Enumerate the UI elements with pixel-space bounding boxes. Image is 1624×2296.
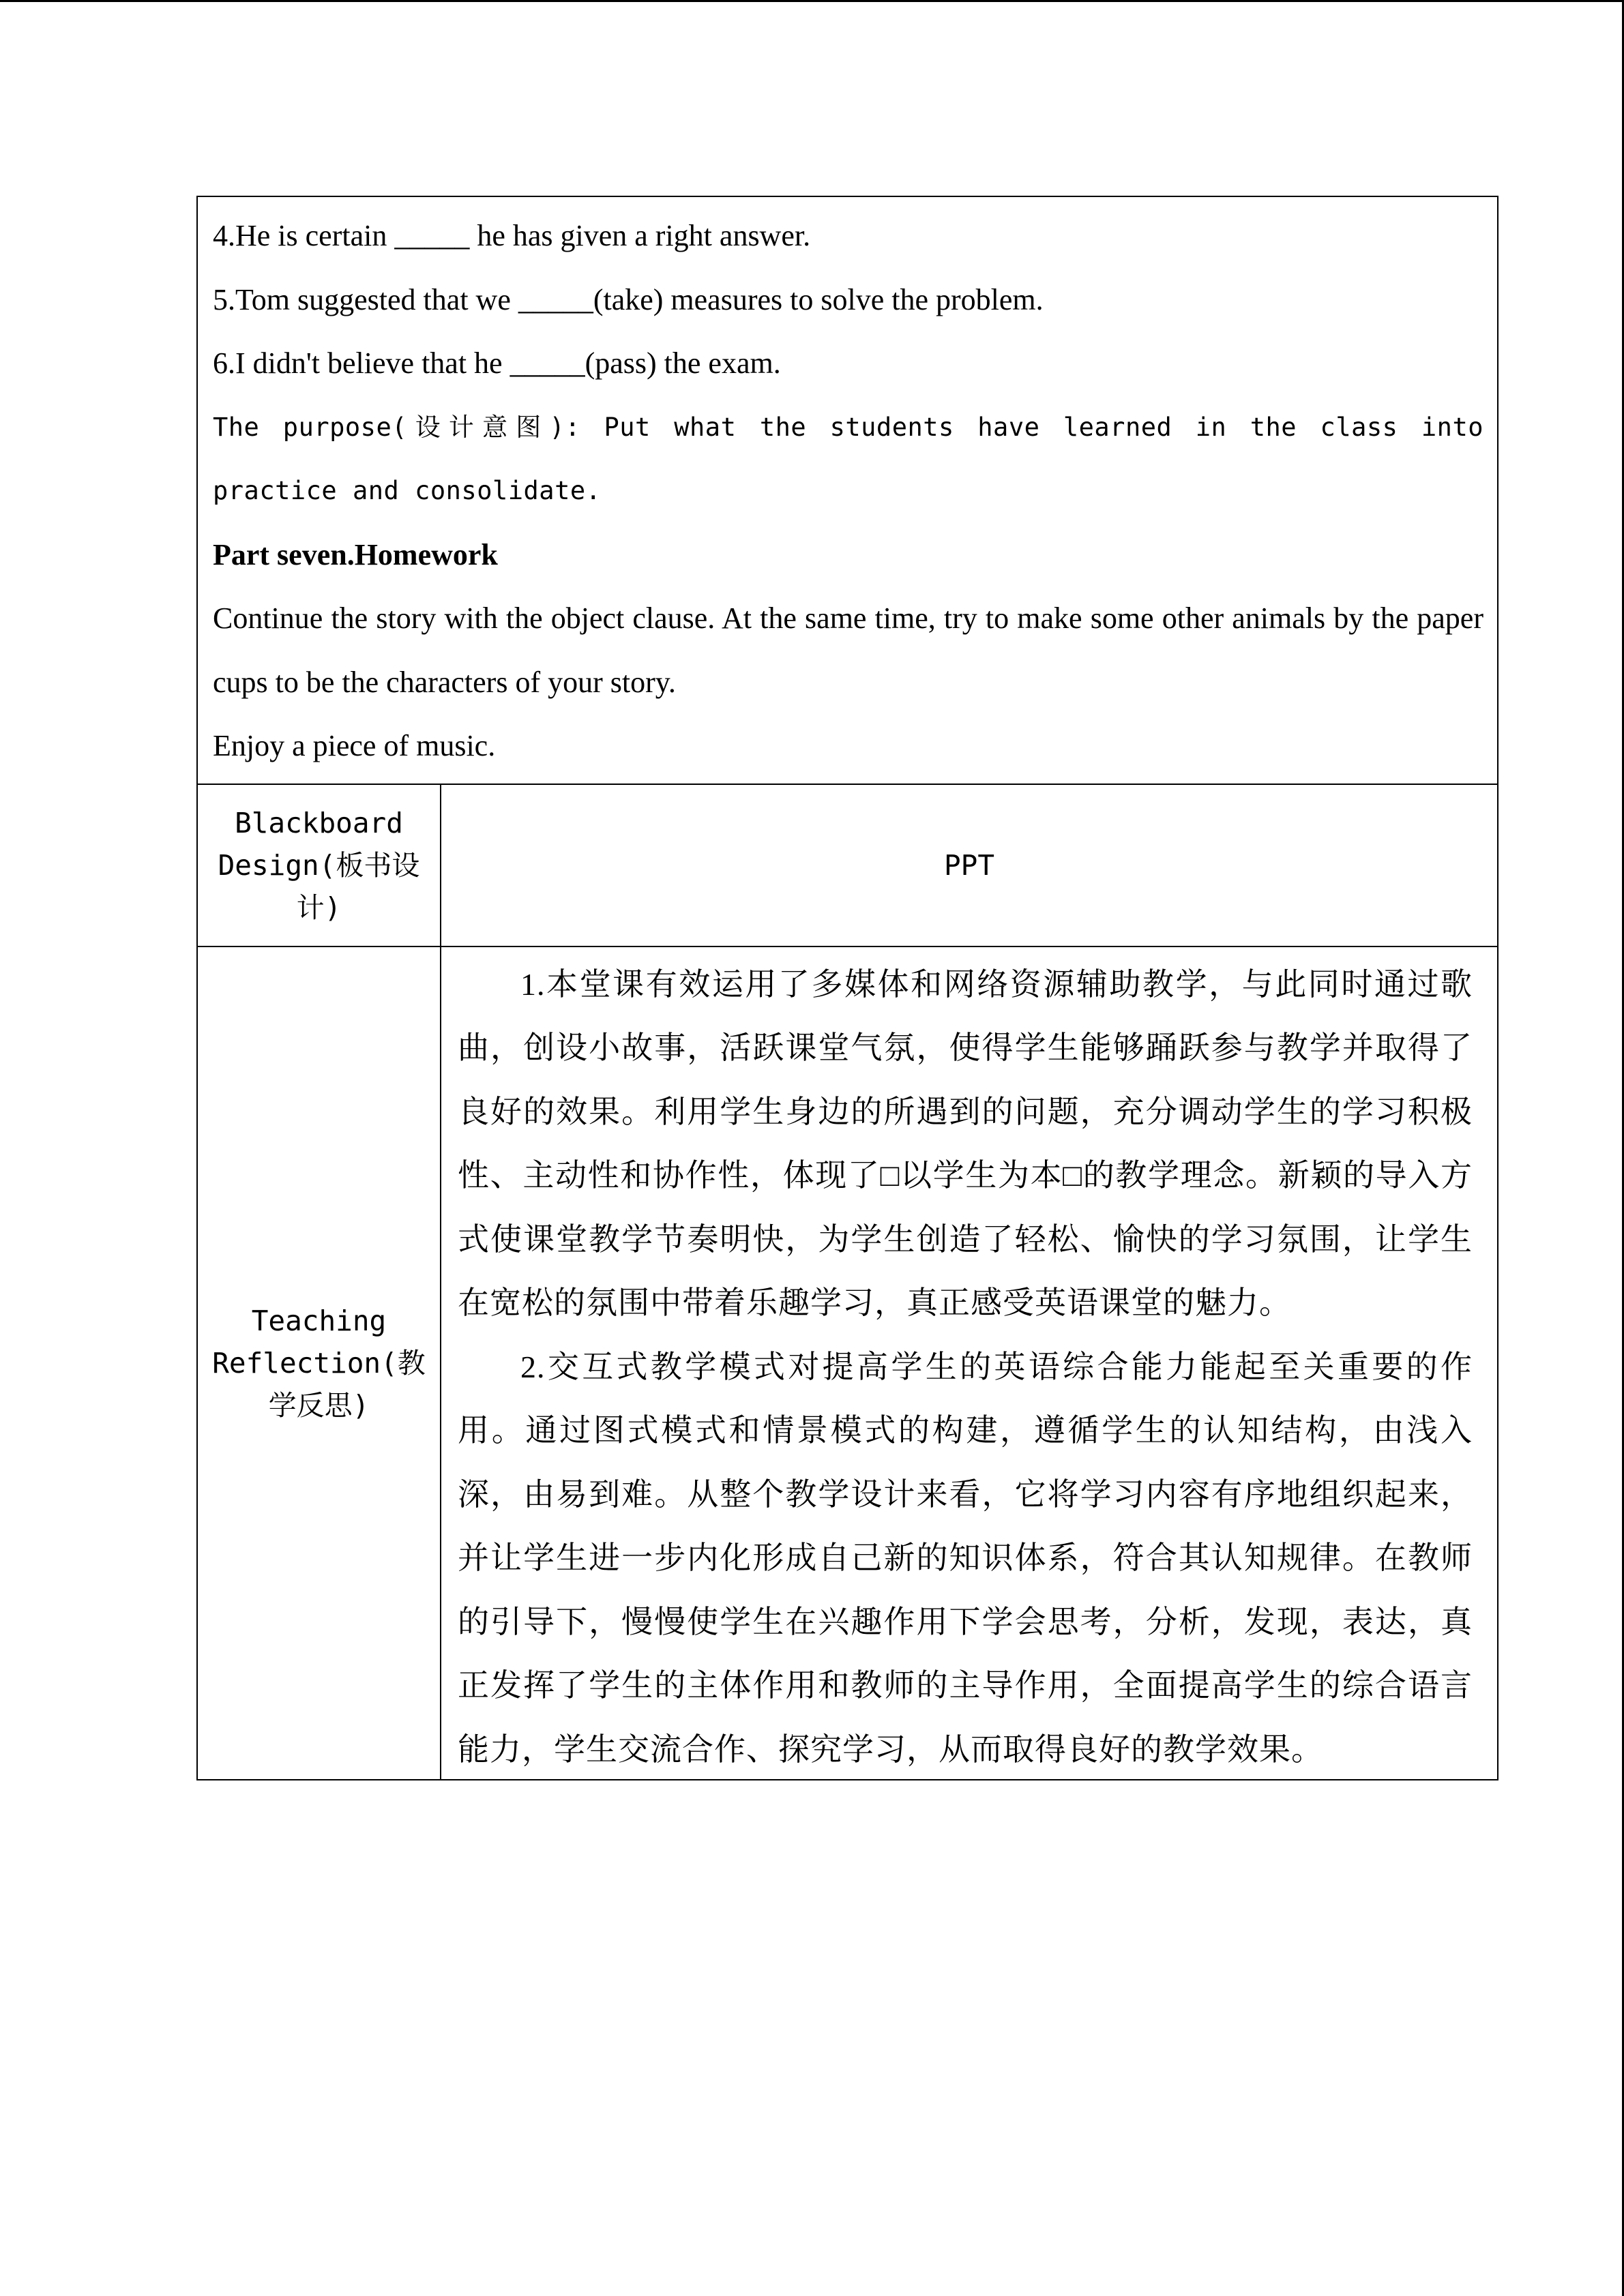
exercise-4: 4.He is certain _____ he has given a right answer.	[213, 219, 811, 252]
homework-heading: Part seven.Homework	[213, 537, 498, 571]
reflection-paragraph-1: 1.本堂课有效运用了多媒体和网络资源辅助教学，与此同时通过歌曲，创设小故事，活跃课堂气氛，使得学生能够踊跃参与教学并取得了良好的效果。利用学生身边的所遇到的问题，充分调动学生的学习积极性、主动性和协作性，体现了□以学生为本□的教学理念。新颖的导入方式使课堂教学节奏明快，为学生创造了轻松、愉快的学习氛围，让学生在宽松的氛围中带着乐趣学习，真正感受英语课堂的魅力。	[458, 966, 1473, 1320]
homework-text: Continue the story with the object clause. At the same time, try to make some other animals by the paper cups to be the characters of your story.	[213, 601, 1483, 699]
teaching-reflection-content	[441, 947, 1497, 1779]
purpose-text: The purpose(设计意图): Put what the students have learned in the class into practice and consolidate.	[213, 412, 1483, 505]
blackboard-label-line1: Blackboard	[235, 806, 403, 839]
blackboard-design-row	[198, 785, 1497, 947]
lesson-plan-table	[196, 196, 1498, 1780]
exercise-6: 6.I didn't believe that he _____(pass) the exam.	[213, 346, 781, 380]
reflection-label-line1: Teaching	[251, 1304, 387, 1337]
teaching-reflection-row	[198, 947, 1497, 1779]
reflection-label-line3: 学反思)	[268, 1388, 370, 1422]
exercise-homework-cell	[198, 197, 1497, 785]
music-line: Enjoy a piece of music.	[213, 729, 496, 762]
reflection-paragraph-2: 2.交互式教学模式对提高学生的英语综合能力能起至关重要的作用。通过图式模式和情景模式的构建，遵循学生的认知结构，由浅入深，由易到难。从整个教学设计来看，它将学习内容有序地组织起来，并让学生进一步内化形成自己新的知识体系，符合其认知规律。在教师的引导下，慢慢使学生在兴趣作用下学会思考，分析，发现，表达，真正发挥了学生的主体作用和教师的主导作用，全面提高学生的综合语言能力，学生交流合作、探究学习，从而取得良好的教学效果。	[458, 1349, 1473, 1767]
teaching-reflection-label	[198, 947, 441, 1779]
page-top-border	[0, 0, 1624, 2]
blackboard-design-label	[198, 785, 441, 946]
reflection-label-line2: Reflection(教	[212, 1346, 426, 1380]
blackboard-design-value: PPT	[943, 848, 995, 882]
blackboard-label-line3: 计)	[296, 891, 342, 924]
blackboard-label-line2: Design(板书设	[218, 848, 420, 882]
exercise-5: 5.Tom suggested that we _____(take) measures to solve the problem.	[213, 282, 1044, 316]
